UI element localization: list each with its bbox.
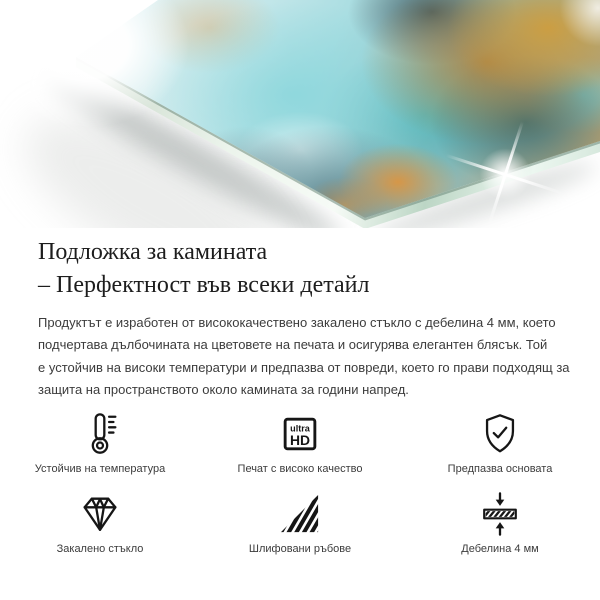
corner-light-fade (0, 0, 230, 160)
feature-print-quality (200, 411, 400, 475)
description-line: подчертава дълбочината на цветовете на печата и осигурява елегантен блясък. Той (38, 337, 548, 353)
product-description (38, 312, 570, 402)
feature-label: Шлифовани ръбове (248, 542, 352, 555)
ultra-hd-icon (277, 411, 323, 457)
polished-edges-icon (277, 491, 323, 537)
feature-label: Предпазва основата (447, 462, 553, 475)
feature-tempered-glass (0, 491, 200, 555)
shield-check-icon (477, 411, 523, 457)
feature-base-protection (400, 411, 600, 475)
feature-polished-edges (200, 491, 400, 555)
description-line: Продуктът е изработен от висококачествено закалено стъкло с дебелина 4 мм, което (38, 315, 556, 330)
title-line-1: Подложка за камината (38, 239, 268, 265)
feature-thickness (400, 491, 600, 555)
description-line: защита на пространството около камината за години напред. (38, 382, 409, 398)
product-photo (0, 0, 600, 228)
diamond-icon (77, 491, 123, 537)
thickness-arrows-icon (477, 491, 523, 537)
feature-label: Дебелина 4 мм (461, 542, 539, 555)
title-line-2: – Перфектност във всеки детайл (38, 272, 370, 298)
feature-temperature-resistant (0, 411, 200, 475)
description-line: е устойчив на високи температури и предпазва от повреди, което го прави подходящ за (38, 359, 570, 375)
ultra-hd-icon-text-top: ultra (290, 423, 310, 434)
feature-label: Закалено стъкло (56, 542, 144, 555)
thermometer-icon (77, 411, 123, 457)
feature-label: Устойчив на температура (34, 462, 166, 475)
feature-label: Печат с високо качество (237, 462, 363, 475)
ultra-hd-icon-text-bottom: HD (289, 431, 311, 448)
page-title (38, 236, 600, 302)
features-grid (0, 411, 600, 555)
